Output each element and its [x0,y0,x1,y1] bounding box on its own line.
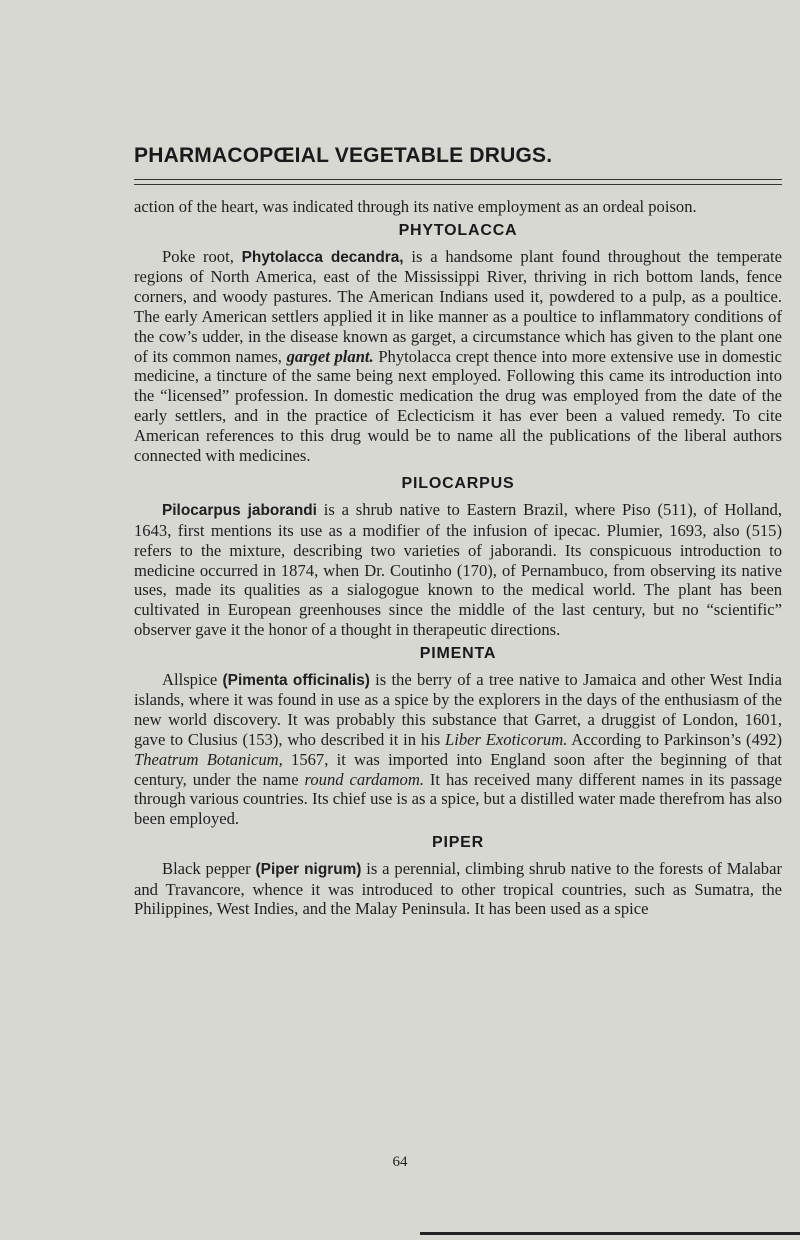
header-rule-top [134,179,782,180]
pimenta-paragraph [134,670,782,829]
bold-term: (Piper nigrum) [255,860,362,878]
text-run: Black pepper [162,858,256,878]
bottom-edge-bar [420,1232,800,1235]
intro-paragraph: action of the heart, was indicated through its native employment as an ordeal poison. [134,197,697,216]
bold-term: Phytolacca decandra, [241,248,404,266]
text-run: is the berry of a tree native to Jamaica and other West India islands, where it was found in use as a spice by the explorers in the days of the enthusiasm of the new world discovery. It was probably this substance that Garret, a druggist of London, 1601, gave to Clusius (153), who described it in his [134,669,782,749]
text-run: is a perennial, climbing shrub native to the forests of Malabar and Travancore, whence it was introduced to other tropical countries, such as Sumatra, the Philippines, West Indies, and the Malay Peninsula. It has been used as a spice [134,858,782,919]
pilocarpus-paragraph [134,500,782,640]
bold-term: (Pimenta officinalis) [222,671,370,689]
italic-title: Theatrum Botanicum, [134,749,283,769]
section-heading-pilocarpus: PILOCARPUS [401,475,515,493]
page-number: 64 [392,1154,408,1170]
bold-term: Pilocarpus jaborandi [162,502,317,520]
text-run: Poke root, [162,246,242,266]
text-run: According to Parkinson’s (492) [567,729,782,749]
text-run: is a handsome plant found throughout the temperate regions of North America, east of the Mississippi River, thriving in rich bottom lands, fence corners, and woody pastures. The American Indians used it, powdered to a pulp, as a poultice. The early American settlers applied it in like manner as a poultice to inflammatory conditions of the cow’s udder, in the disease known as garget, a circumstance which has given to the plant one of its common names, [134,246,782,366]
text-run: Phytolacca crept thence into more extensive use in domestic medicine, a tincture of the same being next employed. Following this came its introduction into the “licensed” profession. In domestic medication the drug was employed from the date of the early settlers, and in the practice of Eclecticism it has ever been a valued remedy. To cite American references to this drug would be to name all the publications of the liberal authors connected with medicines. [134,346,782,465]
italic-term: garget plant. [286,346,374,366]
italic-term: round cardamom. [304,769,424,789]
section-heading-piper: PIPER [431,833,484,851]
header-rule-bottom [134,184,782,185]
phytolacca-paragraph [134,247,782,466]
text-run: It has received many different names in its passage through various countries. Its chief use is as a spice, but a distilled water made therefrom has also been employed. [134,769,782,829]
text-run: 1567, it was imported into England soon after the beginning of that century, under the name [134,749,782,789]
text-run: is a shrub native to Eastern Brazil, where Piso (511), of Holland, 1643, first mentions its use as a modifier of the infusion of ipecac. Plumier, 1693, also (515) refers to the mixture, describing two varieties of jaborandi. Its conspicuous introduction to medicine occurred in 1874, when Dr. Coutinho (170), of Pernambuco, from observing its native uses, made its qualities as a sialogogue known to the medical world. The plant has been cultivated in European greenhouses since the middle of the last century, but no “scientific” observer gave it the honor of a thought in therapeutic directions. [134,500,782,639]
italic-title: Liber Exoticorum. [445,729,568,749]
piper-paragraph [134,859,782,919]
section-heading-phytolacca: PHYTOLACCA [398,221,518,239]
running-head: PHARMACOPŒIAL VEGETABLE DRUGS. [134,144,553,167]
text-run: Allspice [162,669,223,689]
section-heading-pimenta: PIMENTA [419,644,497,662]
page-body [134,197,782,919]
